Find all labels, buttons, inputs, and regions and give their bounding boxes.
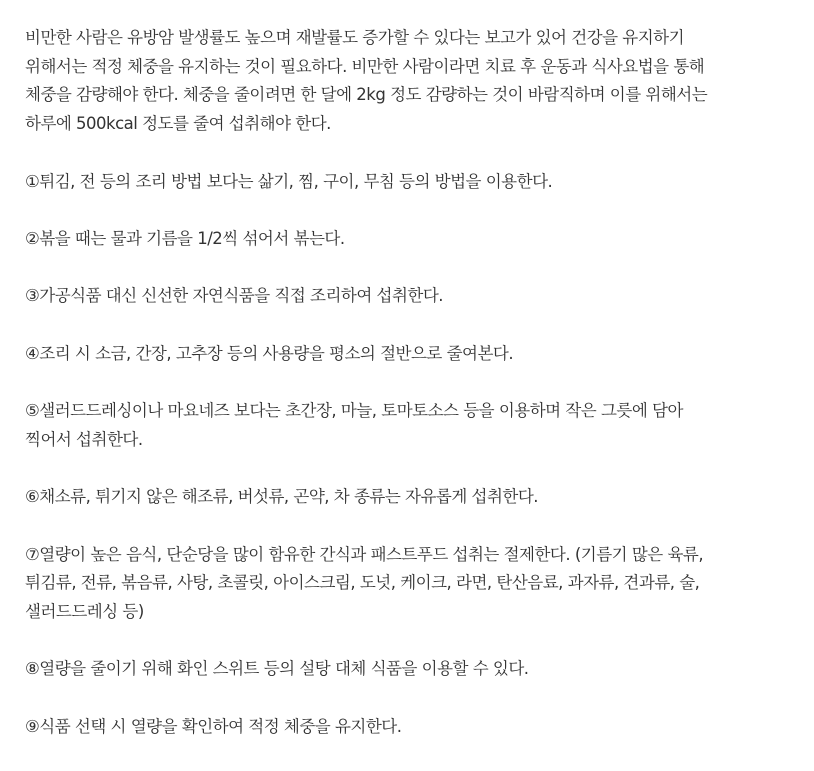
intro-line: 체중을 감량해야 한다. 체중을 줄이려면 한 달에 2kg 정도 감량하는 것이 바람직하며 이를 위해서는: [25, 85, 708, 105]
tip-line: ⑥채소류, 튀기지 않은 해조류, 버섯류, 곤약, 차 종류는 자유롭게 섭취한다.: [25, 487, 539, 507]
tip-line: ⑨식품 선택 시 열량을 확인하여 적정 체중을 유지한다.: [25, 716, 402, 736]
tip-line: 튀김류, 전류, 볶음류, 사탕, 초콜릿, 아이스크림, 도넛, 케이크, 라면, 탄산음료, 과자류, 견과류, 술,: [25, 573, 700, 593]
tip-2: [25, 225, 794, 254]
diet-tips-list: [25, 168, 794, 742]
tip-line: ⑧열량을 줄이기 위해 화인 스위트 등의 설탕 대체 식품을 이용할 수 있다.: [25, 659, 529, 679]
tip-line: ③가공식품 대신 신선한 자연식품을 직접 조리하여 섭취한다.: [25, 286, 444, 306]
intro-paragraph: [25, 24, 794, 139]
intro-line: 하루에 500kcal 정도를 줄여 섭취해야 한다.: [25, 114, 331, 134]
tip-line: 찍어서 섭취한다.: [25, 429, 143, 449]
tip-line: ⑦열량이 높은 음식, 단순당을 많이 함유한 간식과 패스트푸드 섭취는 절제한다. (기름기 많은 육류,: [25, 544, 704, 564]
intro-line: 비만한 사람은 유방암 발생률도 높으며 재발률도 증가할 수 있다는 보고가 있어 건강을 유지하기: [25, 28, 685, 47]
tip-line: ②볶을 때는 물과 기름을 1/2씩 섞어서 볶는다.: [25, 228, 345, 248]
tip-6: [25, 483, 794, 512]
tip-4: [25, 340, 794, 369]
tip-line: 샐러드드레싱 등): [25, 601, 144, 621]
tip-1: [25, 168, 794, 197]
tip-9: [25, 713, 794, 742]
intro-line: 위해서는 적정 체중을 유지하는 것이 필요하다. 비만한 사람이라면 치료 후 운동과 식사요법을 통해: [25, 56, 705, 76]
tip-3: [25, 282, 794, 311]
tip-line: ④조리 시 소금, 간장, 고추장 등의 사용량을 평소의 절반으로 줄여본다.: [25, 343, 514, 363]
tip-line: ①튀김, 전 등의 조리 방법 보다는 삶기, 찜, 구이, 무침 등의 방법을 이용한다.: [25, 171, 553, 191]
tip-5: [25, 397, 794, 454]
tip-8: [25, 655, 794, 684]
tip-line: ⑤샐러드드레싱이나 마요네즈 보다는 초간장, 마늘, 토마토소스 등을 이용하며 작은 그릇에 담아: [25, 401, 683, 421]
tip-7: [25, 541, 794, 627]
